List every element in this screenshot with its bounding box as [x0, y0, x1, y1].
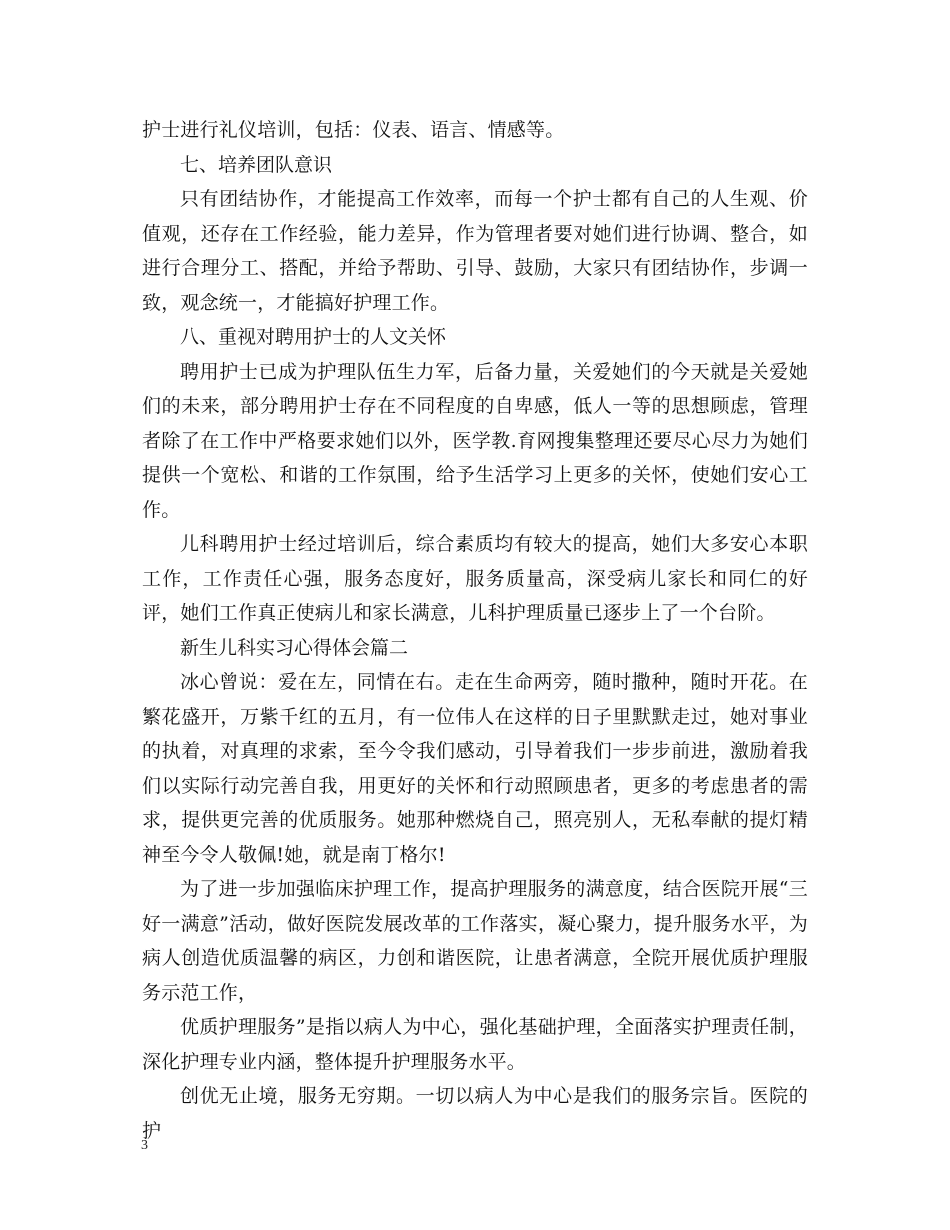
- paragraph-bingxin-quote: 冰心曾说：爱在左，同情在右。走在生命两旁，随时撒种，随时开花。在繁花盛开，万紫千红的五月，有一位伟人在这样的日子里默默走过，她对事业的执着，对真理的求索，至今令我们感动，引导着我们一步步前进，激励着我们以实际行动完善自我，用更好的关怀和行动照顾患者，更多的考虑患者的需求，提供更完善的优质服务。她那种燃烧自己，照亮别人，无私奉献的提灯精神至今令人敬佩!她，就是南丁格尔!: [142, 671, 808, 866]
- page-number: 3: [141, 1138, 148, 1153]
- document-body: [142, 113, 808, 1148]
- paragraph-clinical-nursing: 为了进一步加强临床护理工作，提高护理服务的满意度，结合医院开展“三好一满意”活动，做好医院发展改革的工作落实，凝心聚力，提升服务水平，为病人创造优质温馨的病区，力创和谐医院，让患者满意，全院开展优质护理服务示范工作，: [142, 878, 808, 1004]
- section-heading-eight: 八、重视对聘用护士的人文关怀: [180, 326, 447, 348]
- paragraph-continuation: 护士进行礼仪培训，包括：仪表、语言、情感等。: [142, 119, 565, 141]
- paragraph-pediatric-training: 儿科聘用护士经过培训后，综合素质均有较大的提高，她们大多安心本职工作，工作责任心强，服务态度好，服务质量高，深受病儿家长和同仁的好评，她们工作真正使病儿和家长满意，儿科护理质量已逐步上了一个台阶。: [142, 533, 808, 624]
- paragraph-excellence: 创优无止境，服务无穷期。一切以病人为中心是我们的服务宗旨。医院的护: [142, 1085, 808, 1142]
- paragraph-team-spirit: 只有团结协作，才能提高工作效率，而每一个护士都有自己的人生观、价值观，还存在工作经验，能力差异，作为管理者要对她们进行协调、整合，如进行合理分工、搭配，并给予帮助、引导、鼓励，大家只有团结协作，步调一致，观念统一，才能搞好护理工作。: [142, 188, 808, 314]
- paragraph-quality-service: 优质护理服务”是指以病人为中心，强化基础护理，全面落实护理责任制，深化护理专业内涵，整体提升护理服务水平。: [142, 1016, 808, 1073]
- article-title-part-two: 新生儿科实习心得体会篇二: [180, 636, 409, 659]
- section-heading-seven: 七、培养团队意识: [180, 153, 333, 176]
- paragraph-humanistic-care: 聘用护士已成为护理队伍生力军，后备力量，关爱她们的今天就是关爱她们的未来，部分聘用护士存在不同程度的自卑感，低人一等的思想顾虑，管理者除了在工作中严格要求她们以外，医学教.育网搜集整理还要尽心尽力为她们提供一个宽松、和谐的工作氛围，给予生活学习上更多的关怀，使她们安心工作。: [142, 360, 808, 521]
